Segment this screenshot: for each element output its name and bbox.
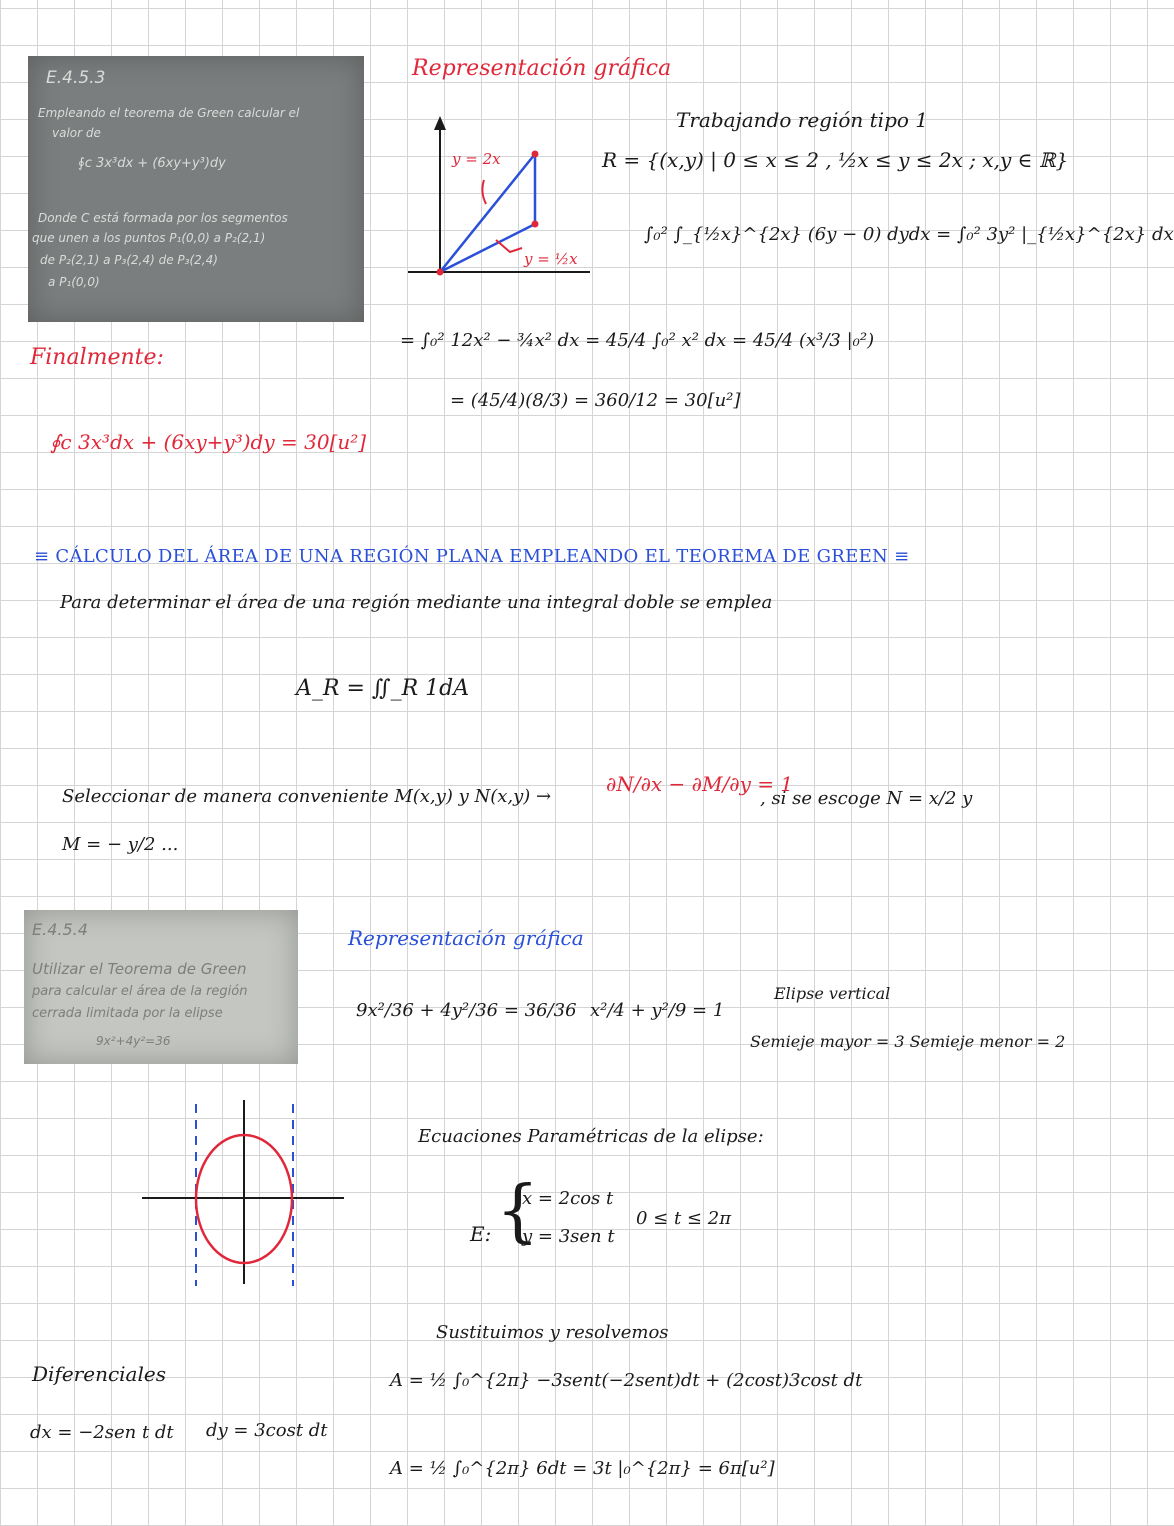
m-choice: M = − y/2 ... xyxy=(62,834,179,855)
label-y-2x: y = 2x xyxy=(452,150,501,168)
diff-dx: dx = −2sen t dt xyxy=(30,1422,174,1443)
section-intro: Para determinar el área de una región mediante una integral doble se emplea xyxy=(60,592,773,613)
photo-line: a P₁(0,0) xyxy=(48,275,100,289)
final-result: ∮c 3x³dx + (6xy+y³)dy = 30[u²] xyxy=(50,430,367,454)
photo-line: Donde C está formada por los segmentos xyxy=(38,211,288,225)
choice-text: , si se escoge N = x/2 y xyxy=(760,788,973,809)
point-p3 xyxy=(532,151,539,158)
integral-step-2: = ∫₀² 12x² − ¾x² dx = 45/4 ∫₀² x² dx = 45/4 (x³/3 |₀²) xyxy=(400,330,875,351)
diff-dy: dy = 3cost dt xyxy=(206,1420,328,1441)
exercise-code: E.4.5.3 xyxy=(46,68,106,88)
label-y-half-x: y = ½x xyxy=(524,250,578,268)
ellipse-type: Elipse vertical xyxy=(774,984,891,1003)
param-title: Ecuaciones Paramétricas de la elipse: xyxy=(418,1126,764,1147)
photo-line: ∮c 3x³dx + (6xy+y³)dy xyxy=(78,156,226,171)
photo-line: para calcular el área de la región xyxy=(32,984,248,999)
final-label: Finalmente: xyxy=(30,345,164,370)
exercise-photo-2 xyxy=(24,910,298,1064)
photo-line: 9x²+4y²=36 xyxy=(96,1034,171,1048)
photo-line: Empleando el teorema de Green calcular el xyxy=(38,106,300,120)
photo-line: de P₂(2,1) a P₃(2,4) de P₃(2,4) xyxy=(40,253,218,267)
subst-title: Sustituimos y resolvemos xyxy=(436,1322,669,1343)
region-label: Trabajando región tipo 1 xyxy=(676,108,928,132)
ellipse-graph xyxy=(138,1096,348,1286)
param-brace: { xyxy=(496,1172,540,1251)
area-formula: A_R = ∬_R 1dA xyxy=(296,676,470,701)
exercise-code: E.4.5.4 xyxy=(32,920,88,939)
param-label: E: xyxy=(470,1222,492,1246)
point-p2 xyxy=(532,221,539,228)
graph-title-2: Representación gráfica xyxy=(348,926,584,950)
line-y-2x xyxy=(440,154,535,272)
label-arrow-upper xyxy=(482,180,486,204)
result-equation: A = ½ ∫₀^{2π} 6dt = 3t |₀^{2π} = 6π[u²] xyxy=(390,1458,775,1479)
photo-line: que unen a los puntos P₁(0,0) a P₂(2,1) xyxy=(32,231,266,245)
param-y: y = 3sen t xyxy=(522,1226,615,1247)
ellipse-eq-2: x²/4 + y²/9 = 1 xyxy=(590,1000,725,1021)
section-heading: ≡ CÁLCULO DEL ÁREA DE UNA REGIÓN PLANA EMPLEANDO EL TEOREMA DE GREEN ≡ xyxy=(34,546,910,567)
y-axis-arrow xyxy=(434,116,446,130)
integral-step-3: = (45/4)(8/3) = 360/12 = 30[u²] xyxy=(450,390,741,411)
param-x: x = 2cos t xyxy=(522,1188,614,1209)
diff-title: Diferenciales xyxy=(32,1362,166,1386)
green-condition: ∂N/∂x − ∂M/∂y = 1 xyxy=(606,772,794,796)
photo-line: cerrada limitada por la elipse xyxy=(32,1006,223,1021)
region-graph xyxy=(400,112,600,312)
ellipse-axes: Semieje mayor = 3 Semieje menor = 2 xyxy=(750,1032,1066,1051)
ellipse-eq-1: 9x²/36 + 4y²/36 = 36/36 xyxy=(356,1000,577,1021)
photo-line: Utilizar el Teorema de Green xyxy=(32,960,247,978)
photo-line: valor de xyxy=(52,126,101,140)
select-text: Seleccionar de manera conveniente M(x,y) y N(x,y) → xyxy=(62,786,552,807)
exercise-photo-1 xyxy=(28,56,364,322)
graph-title: Representación gráfica xyxy=(412,56,672,81)
double-integral: ∫₀² ∫_{½x}^{2x} (6y − 0) dydx = ∫₀² 3y² |_{½x}^{2x} dx xyxy=(644,224,1174,245)
region-definition: R = {(x,y) | 0 ≤ x ≤ 2 , ½x ≤ y ≤ 2x ; x,y ∈ ℝ} xyxy=(602,148,1069,172)
param-range: 0 ≤ t ≤ 2π xyxy=(636,1208,732,1229)
point-p1 xyxy=(437,269,444,276)
subst-equation: A = ½ ∫₀^{2π} −3sent(−2sent)dt + (2cost)3cost dt xyxy=(390,1370,863,1391)
